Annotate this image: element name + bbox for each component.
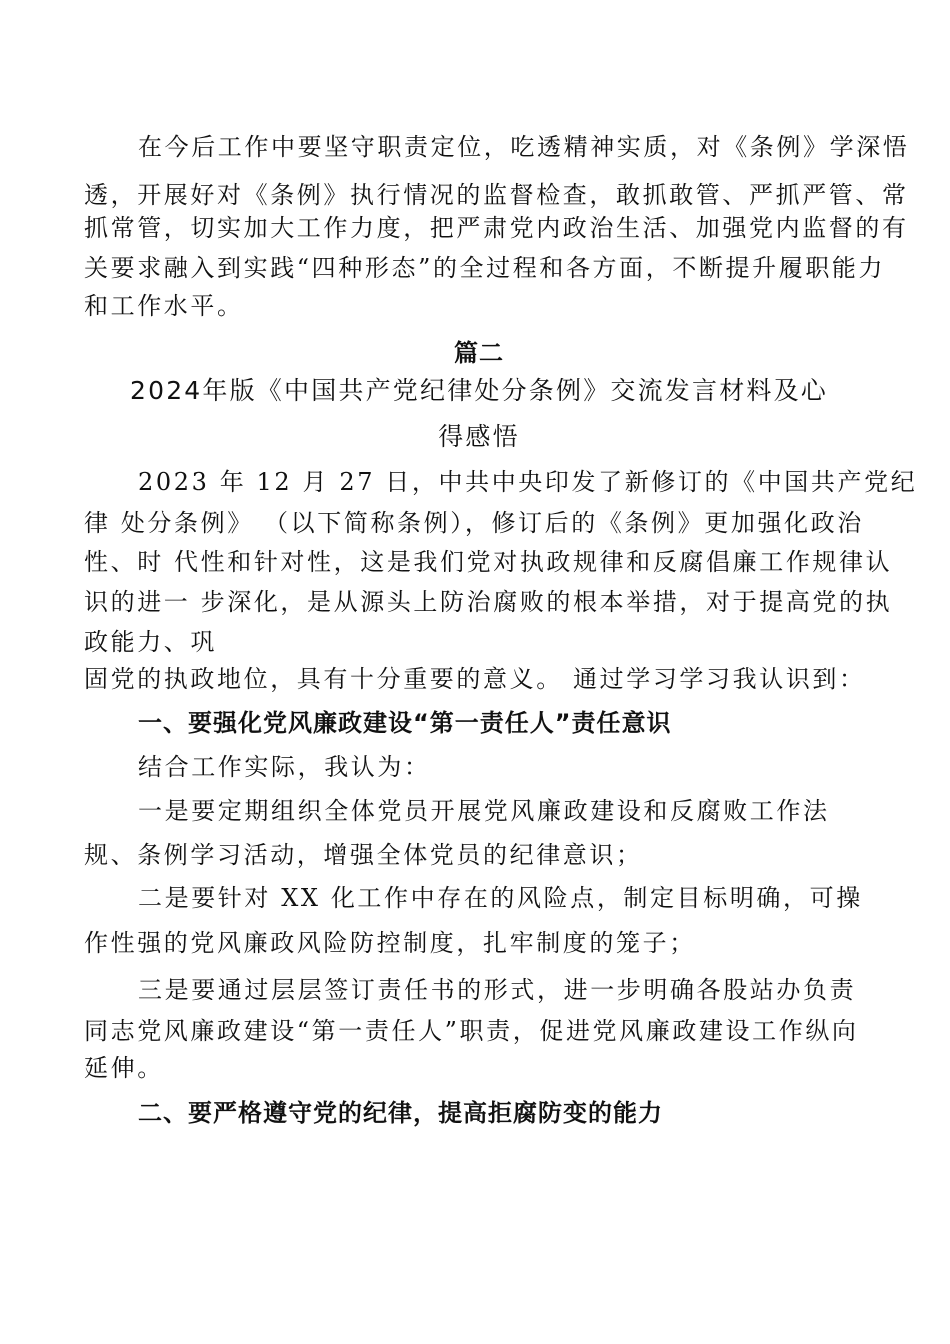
paragraph-line: 结合工作实际，我认为： <box>138 753 431 781</box>
section-label: 篇二 <box>454 339 504 367</box>
paragraph-line: 固党的执政地位，具有十分重要的意义。 通过学习学习我认识到： <box>84 665 866 693</box>
paragraph-line: 规、条例学习活动，增强全体党员的纪律意识； <box>84 841 643 869</box>
paragraph-line: 性、时 代性和针对性，这是我们党对执政规律和反腐倡廉工作规律认 <box>84 548 893 576</box>
paragraph-line: 三是要通过层层签订责任书的形式，进一步明确各股站办负责 <box>138 976 857 1004</box>
paragraph-line: 识的进一 步深化，是从源头上防治腐败的根本举措，对于提高党的执 <box>84 588 893 616</box>
section-heading-1: 一、要强化党风廉政建设“第一责任人”责任意识 <box>138 709 672 737</box>
paragraph-line: 在今后工作中要坚守职责定位，吃透精神实质，对《条例》学深悟 <box>138 133 910 161</box>
paragraph-line: 二是要针对 XX 化工作中存在的风险点，制定目标明确，可操 <box>138 884 863 912</box>
paragraph-line: 延伸。 <box>84 1054 164 1082</box>
paragraph-line: 作性强的党风廉政风险防控制度，扎牢制度的笼子； <box>84 929 696 957</box>
paragraph-line: 透，开展好对《条例》执行情况的监督检查，敢抓敢管、严抓严管、常 <box>84 181 909 209</box>
doc-title-line2: 得感悟 <box>438 422 520 451</box>
paragraph-line: 政能力、巩 <box>84 628 217 656</box>
paragraph-line: 同志党风廉政建设“第一责任人”职责，促进党风廉政建设工作纵向 <box>84 1017 859 1045</box>
paragraph-line: 律 处分条例》 （以下简称条例），修订后的《条例》更加强化政治 <box>84 509 864 537</box>
paragraph-line: 抓常管，切实加大工作力度，把严肃党内政治生活、加强党内监督的有 <box>84 214 909 242</box>
paragraph-line: 2023 年 12 月 27 日，中共中央印发了新修订的《中国共产党纪 <box>138 468 918 496</box>
paragraph-line: 关要求融入到实践“四种形态”的全过程和各方面，不断提升履职能力 <box>84 254 886 282</box>
section-heading-2: 二、要严格遵守党的纪律，提高拒腐防变的能力 <box>138 1099 663 1127</box>
doc-title-line1: 2024年版《中国共产党纪律处分条例》交流发言材料及心 <box>129 376 829 405</box>
paragraph-line: 和工作水平。 <box>84 292 244 320</box>
paragraph-line: 一是要定期组织全体党员开展党风廉政建设和反腐败工作法 <box>138 797 830 825</box>
